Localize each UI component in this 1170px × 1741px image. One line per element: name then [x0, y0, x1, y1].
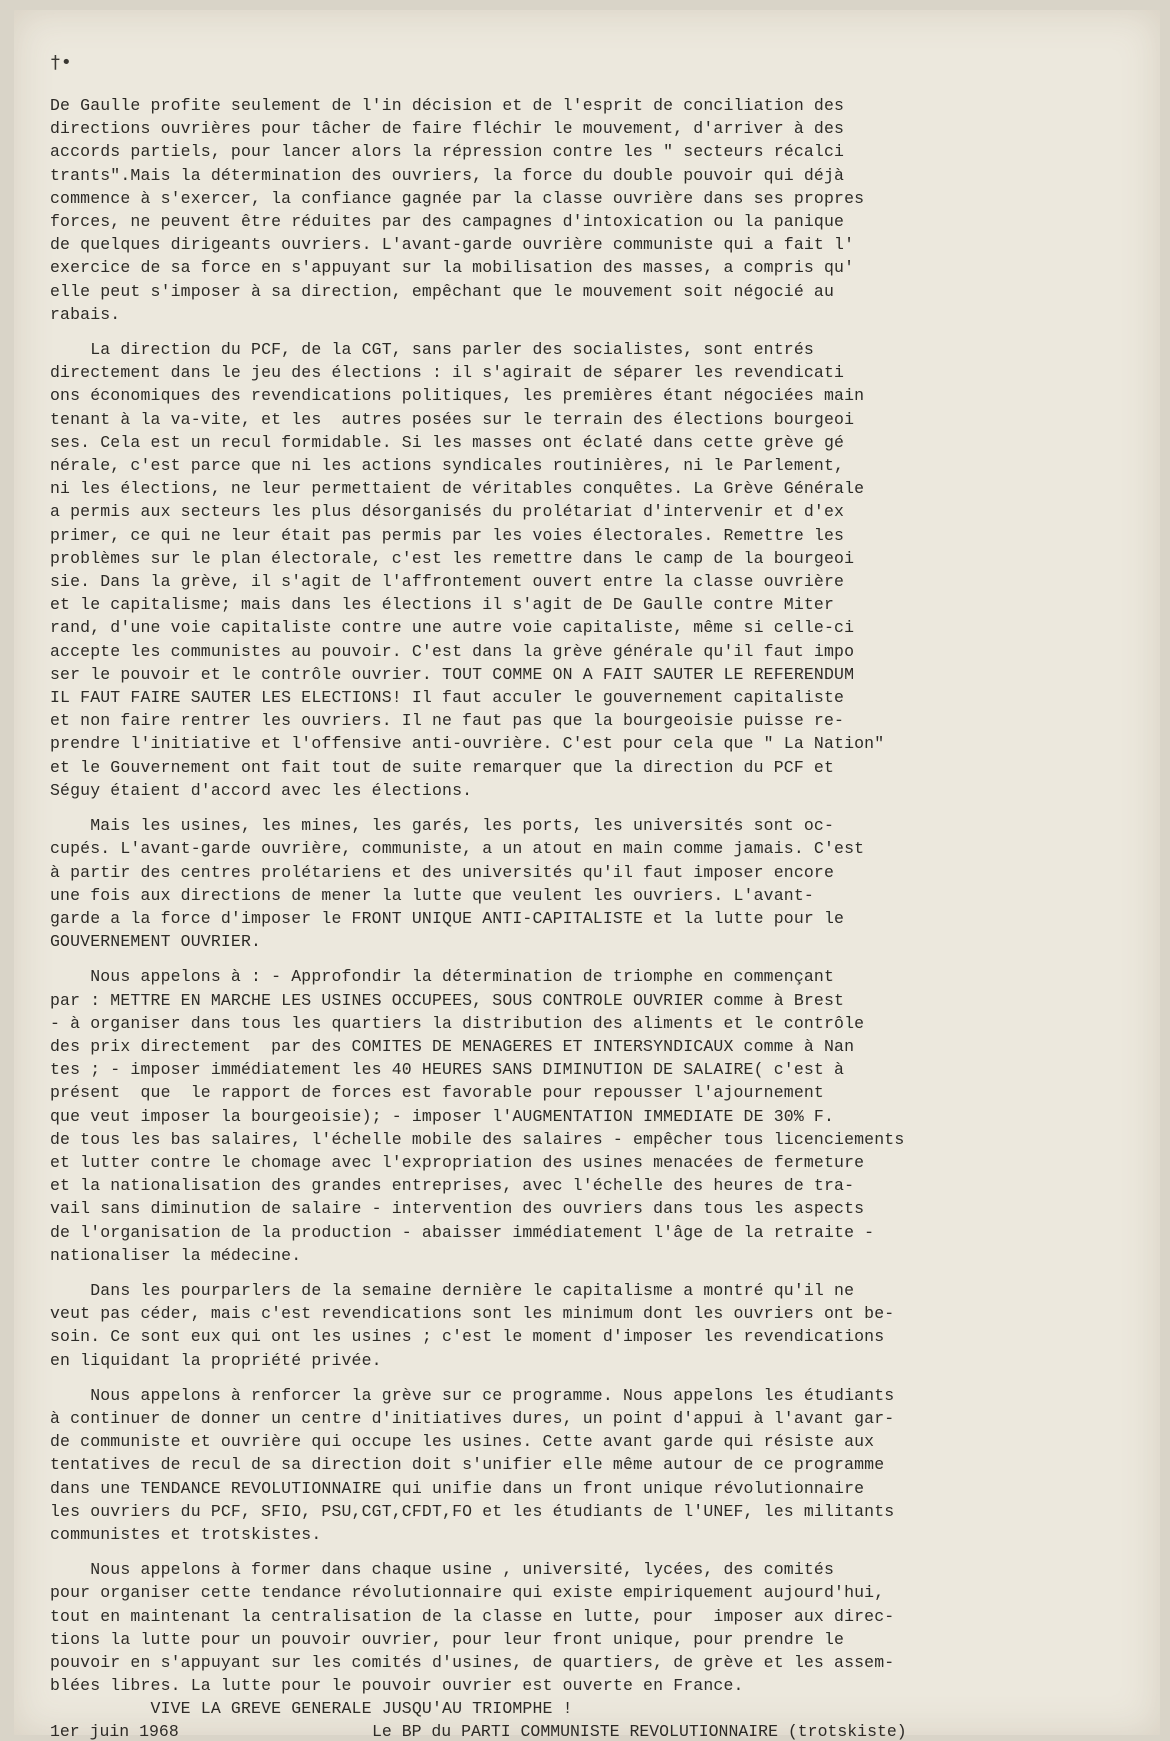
text-line: Séguy étaient d'accord avec les élections.	[50, 780, 473, 800]
corner-mark: †•	[50, 52, 72, 73]
text-line: rand, d'une voie capitaliste contre une autre voie capitaliste, même si celle-ci	[50, 618, 855, 638]
text-line: nérale, c'est parce que ni les actions syndicales routinières, ni le Parlement,	[50, 456, 845, 476]
text-line: directions ouvrières pour tâcher de faire fléchir le mouvement, d'arriver à des	[50, 119, 845, 139]
paragraph	[50, 814, 1125, 953]
document-signature: Le BP du PARTI COMMUNISTE REVOLUTIONNAIRE (trotskiste)	[372, 1722, 907, 1741]
text-line: elle peut s'imposer à sa direction, empêchant que le mouvement soit négocié au	[50, 281, 835, 301]
paragraph	[50, 1384, 1125, 1546]
text-line: tentatives de recul de sa direction doit s'unifier elle même autour de ce programme	[50, 1455, 885, 1475]
text-line: tions la lutte pour un pouvoir ouvrier, pour leur front unique, pour prendre le	[50, 1629, 845, 1649]
text-line: forces, ne peuvent être réduites par des campagnes d'intoxication ou la panique	[50, 212, 845, 232]
text-line: à continuer de donner un centre d'initiatives dures, un point d'appui à l'avant gar-	[50, 1408, 895, 1428]
text-line: une fois aux directions de mener la lutte que veulent les ouvriers. L'avant-	[50, 885, 814, 905]
text-line: par : METTRE EN MARCHE LES USINES OCCUPEES, SOUS CONTROLE OUVRIER comme à Brest	[50, 990, 845, 1010]
text-line: et le capitalisme; mais dans les élections il s'agit de De Gaulle contre Miter	[50, 595, 835, 615]
text-line: Dans les pourparlers de la semaine dernière le capitalisme a montré qu'il ne	[50, 1280, 855, 1300]
text-line: en liquidant la propriété privée.	[50, 1350, 382, 1370]
text-line: présent que le rapport de forces est favorable pour repousser l'ajournement	[50, 1083, 824, 1103]
text-line: de tous les bas salaires, l'échelle mobile des salaires - empêcher tous licenciements	[50, 1129, 905, 1149]
text-line: ses. Cela est un recul formidable. Si les masses ont éclaté dans cette grève gé	[50, 432, 845, 452]
document-body	[50, 94, 1125, 1721]
text-line: garde a la force d'imposer le FRONT UNIQUE ANTI-CAPITALISTE et la lutte pour le	[50, 908, 845, 928]
text-line: et la nationalisation des grandes entreprises, avec l'échelle des heures de tra-	[50, 1176, 855, 1196]
text-line: blées libres. La lutte pour le pouvoir ouvrier est ouverte en France.	[50, 1676, 744, 1696]
text-line: dans une TENDANCE REVOLUTIONNAIRE qui unifie dans un front unique révolutionnaire	[50, 1478, 865, 1498]
text-line: commence à s'exercer, la confiance gagnée par la classe ouvrière dans ses propres	[50, 188, 865, 208]
text-line: cupés. L'avant-garde ouvrière, communiste, a un atout en main comme jamais. C'est	[50, 839, 865, 859]
text-line: tenant à la va-vite, et les autres posées sur le terrain des élections bourgeoi	[50, 409, 855, 429]
text-line: - à organiser dans tous les quartiers la distribution des aliments et le contrôle	[50, 1013, 865, 1033]
text-line: Nous appelons à renforcer la grève sur ce programme. Nous appelons les étudiants	[50, 1385, 895, 1405]
text-line: ons économiques des revendications politiques, les premières étant négociées main	[50, 386, 865, 406]
paragraph	[50, 94, 1125, 326]
typed-page	[14, 10, 1160, 1741]
text-line: a permis aux secteurs les plus désorganisés du prolétariat d'intervenir et d'ex	[50, 502, 845, 522]
text-line: VIVE LA GREVE GENERALE JUSQU'AU TRIOMPHE !	[50, 1699, 573, 1719]
text-line: soin. Ce sont eux qui ont les usines ; c'est le moment d'imposer les revendications	[50, 1327, 885, 1347]
text-line: Mais les usines, les mines, les garés, les ports, les universités sont oc-	[50, 816, 835, 836]
text-line: ser le pouvoir et le contrôle ouvrier. TOUT COMME ON A FAIT SAUTER LE REFERENDUM	[50, 664, 855, 684]
text-line: Nous appelons à former dans chaque usine , université, lycées, des comités	[50, 1560, 835, 1580]
text-line: pour organiser cette tendance révolutionnaire qui existe empiriquement aujourd'hui,	[50, 1583, 885, 1603]
text-line: Nous appelons à : - Approfondir la détermination de triomphe en commençant	[50, 967, 835, 987]
text-line: que veut imposer la bourgeoisie); - imposer l'AUGMENTATION IMMEDIATE DE 30% F.	[50, 1106, 835, 1126]
text-line: vail sans diminution de salaire - intervention des ouvriers dans tous les aspects	[50, 1199, 865, 1219]
text-line: La direction du PCF, de la CGT, sans parler des socialistes, sont entrés	[50, 340, 814, 360]
text-line: de quelques dirigeants ouvriers. L'avant-garde ouvrière communiste qui a fait l'	[50, 235, 855, 255]
text-line: sie. Dans la grève, il s'agit de l'affrontement ouvert entre la classe ouvrière	[50, 572, 845, 592]
paragraph	[50, 965, 1125, 1267]
text-line: rabais.	[50, 304, 121, 324]
text-line: veut pas céder, mais c'est revendications sont les minimum dont les ouvriers ont be-	[50, 1304, 895, 1324]
text-line: nationaliser la médecine.	[50, 1245, 302, 1265]
text-line: tes ; - imposer immédiatement les 40 HEURES SANS DIMINUTION DE SALAIRE( c'est à	[50, 1060, 845, 1080]
text-line: de communiste et ouvrière qui occupe les usines. Cette avant garde qui résiste aux	[50, 1432, 875, 1452]
text-line: problèmes sur le plan électorale, c'est les remettre dans le camp de la bourgeoi	[50, 548, 855, 568]
text-line: et lutter contre le chomage avec l'expropriation des usines menacées de fermeture	[50, 1152, 865, 1172]
text-line: et non faire rentrer les ouvriers. Il ne faut pas que la bourgeoisie puisse re-	[50, 711, 845, 731]
text-line: directement dans le jeu des élections : il s'agirait de séparer les revendicati	[50, 363, 845, 383]
text-line: pouvoir en s'appuyant sur les comités d'usines, de quartiers, de grève et les assem-	[50, 1653, 895, 1672]
document-date: 1er juin 1968	[50, 1722, 179, 1741]
text-line: des prix directement par des COMITES DE MENAGERES ET INTERSYNDICAUX comme à Nan	[50, 1036, 855, 1056]
text-line: primer, ce qui ne leur était pas permis par les voies électorales. Remettre les	[50, 525, 845, 545]
text-line: GOUVERNEMENT OUVRIER.	[50, 932, 262, 952]
paragraph	[50, 338, 1125, 802]
text-line: communistes et trotskistes.	[50, 1524, 322, 1544]
text-line: trants".Mais la détermination des ouvriers, la force du double pouvoir qui déjà	[50, 165, 845, 185]
text-line: ni les élections, ne leur permettaient de véritables conquêtes. La Grève Générale	[50, 479, 865, 499]
text-line: de l'organisation de la production - abaisser immédiatement l'âge de la retraite -	[50, 1222, 875, 1242]
paragraph	[50, 1279, 1125, 1372]
text-line: à partir des centres prolétariens et des universités qu'il faut imposer encore	[50, 862, 835, 882]
text-line: accepte les communistes au pouvoir. C'est dans la grève générale qu'il faut impo	[50, 641, 855, 661]
text-line: accords partiels, pour lancer alors la répression contre les " secteurs récalci	[50, 142, 845, 162]
text-line: De Gaulle profite seulement de l'in décision et de l'esprit de conciliation des	[50, 96, 845, 115]
text-line: et le Gouvernement ont fait tout de suite remarquer que la direction du PCF et	[50, 757, 835, 777]
text-line: tout en maintenant la centralisation de la classe en lutte, pour imposer aux direc-	[50, 1606, 895, 1626]
paragraph	[50, 1558, 1125, 1720]
text-line: IL FAUT FAIRE SAUTER LES ELECTIONS! Il faut acculer le gouvernement capitaliste	[50, 688, 845, 708]
text-line: prendre l'initiative et l'offensive anti-ouvrière. C'est pour cela que " La Nation"	[50, 734, 885, 754]
text-line: les ouvriers du PCF, SFIO, PSU,CGT,CFDT,FO et les étudiants de l'UNEF, les militants	[50, 1501, 895, 1521]
text-line: exercice de sa force en s'appuyant sur la mobilisation des masses, a compris qu'	[50, 258, 855, 278]
